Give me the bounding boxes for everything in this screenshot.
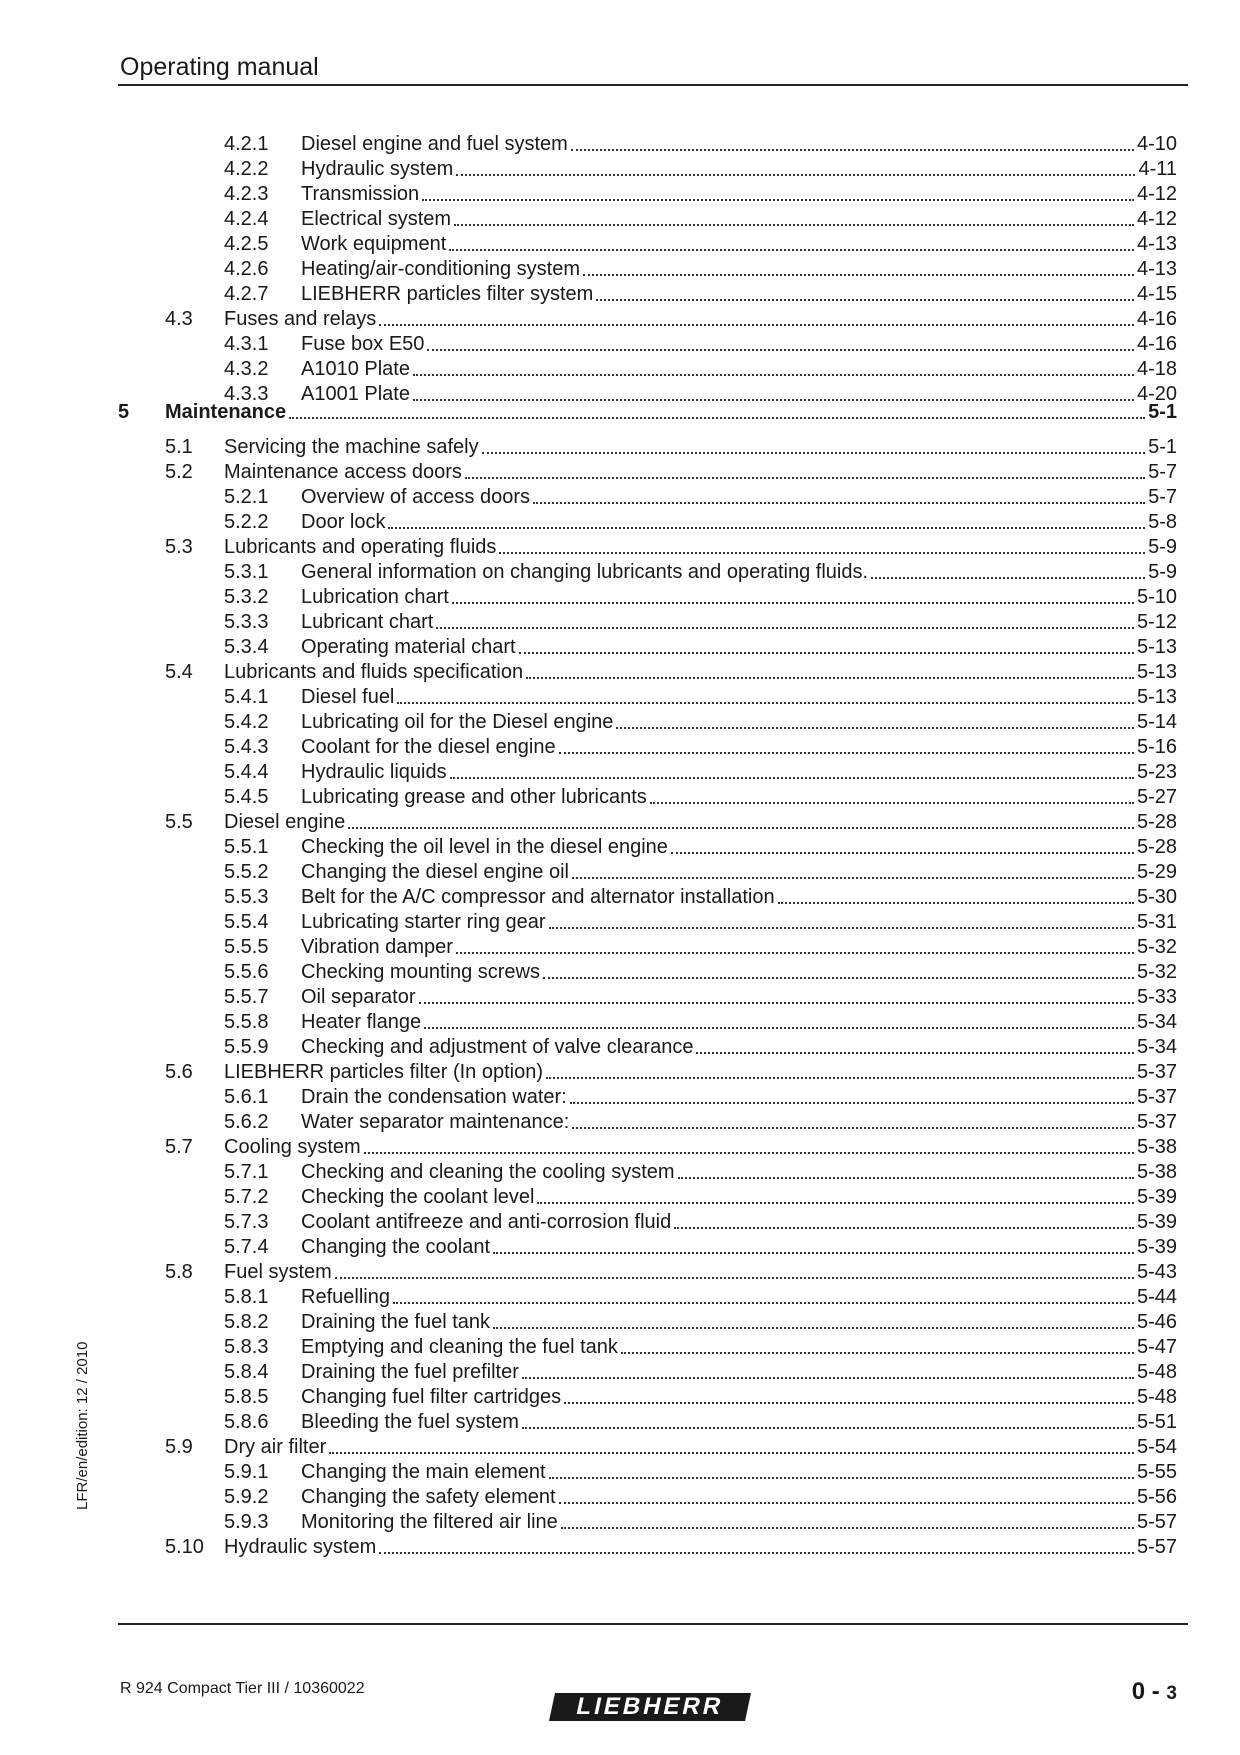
toc-entry-page: 5-37: [1136, 1086, 1177, 1108]
toc-entry-page: 5-9: [1148, 536, 1177, 558]
toc-entry-number: 5.8: [165, 1261, 193, 1283]
toc-entry-title: Hydraulic system: [301, 158, 454, 180]
page-header-title: Operating manual: [120, 53, 319, 81]
toc-dot-leader: [427, 347, 1134, 351]
toc-dot-leader: [561, 1525, 1134, 1529]
toc-dot-leader: [393, 1300, 1134, 1304]
toc-entry-number: 5.4.3: [224, 736, 269, 758]
toc-entry-page: 5-1: [1148, 401, 1177, 423]
toc-entry-page: 5-38: [1136, 1161, 1177, 1183]
toc-entry-number: 5.9.2: [224, 1486, 269, 1508]
toc-entry: [224, 585, 1177, 610]
toc-entry: [224, 685, 1177, 710]
toc-dot-leader: [572, 875, 1134, 879]
toc-entry-number: 5.4.1: [224, 686, 269, 708]
toc-entry-page: 5-54: [1136, 1436, 1177, 1458]
toc-entry-title: Bleeding the fuel system: [301, 1411, 519, 1433]
toc-entry-number: 5.5.7: [224, 986, 269, 1008]
toc-entry-page: 5-23: [1136, 761, 1177, 783]
toc-entry-title: Operating material chart: [301, 636, 516, 658]
toc-entry-number: 5.6.1: [224, 1086, 269, 1108]
toc-entry: [224, 282, 1177, 307]
toc-entry-page: 5-32: [1136, 936, 1177, 958]
toc-entry: [224, 935, 1177, 960]
toc-entry-title: Diesel engine and fuel system: [301, 133, 568, 155]
toc-entry-number: 4.3.3: [224, 383, 269, 405]
toc-entry-page: 5-13: [1136, 636, 1177, 658]
toc-dot-leader: [419, 1000, 1134, 1004]
toc-entry-page: 5-1: [1148, 436, 1177, 458]
toc-entry-title: Door lock: [301, 511, 386, 533]
toc-entry-page: 5-34: [1136, 1036, 1177, 1058]
toc-entry-number: 5.7.2: [224, 1186, 269, 1208]
toc-entry-page: 5-29: [1136, 861, 1177, 883]
toc-entry: [224, 910, 1177, 935]
toc-entry-title: Monitoring the filtered air line: [301, 1511, 558, 1533]
toc-entry-title: Heater flange: [301, 1011, 422, 1033]
toc-entry: [224, 1210, 1177, 1235]
toc-entry-page: 5-7: [1148, 461, 1177, 483]
toc-entry-number: 5.3.3: [224, 611, 269, 633]
toc-entry-title: Changing the main element: [301, 1461, 546, 1483]
toc-entry-page: 4-16: [1136, 308, 1177, 330]
page-number-main: 0 -: [1131, 1678, 1167, 1705]
toc-entry: [224, 1285, 1177, 1310]
toc-entry-number: 5.9.1: [224, 1461, 269, 1483]
toc-entry: [165, 435, 1177, 460]
page-number: [1132, 1678, 1177, 1706]
toc-entry-title: Diesel engine: [224, 811, 346, 833]
toc-entry-title: Hydraulic liquids: [301, 761, 447, 783]
toc-dot-leader: [424, 1025, 1134, 1029]
toc-entry-title: Belt for the A/C compressor and alternator installation: [301, 886, 775, 908]
toc-entry-page: 5-38: [1136, 1136, 1177, 1158]
toc-entry-title: General information on changing lubricants and operating fluids.: [301, 561, 869, 583]
toc-entry-page: 5-28: [1136, 811, 1177, 833]
toc-entry-title: Coolant antifreeze and anti-corrosion fluid: [301, 1211, 672, 1233]
toc-entry-title: Fuses and relays: [224, 308, 377, 330]
toc-entry-page: 5-47: [1136, 1336, 1177, 1358]
page-number-sub: 3: [1166, 1683, 1177, 1704]
toc-entry-number: 5.5.8: [224, 1011, 269, 1033]
toc-entry-title: Transmission: [301, 183, 420, 205]
toc-dot-leader: [482, 450, 1146, 454]
toc-entry-title: Maintenance: [165, 401, 287, 423]
toc-entry: [224, 485, 1177, 510]
toc-dot-leader: [499, 550, 1145, 554]
toc-entry: [224, 560, 1177, 585]
toc-dot-leader: [522, 1425, 1134, 1429]
toc-dot-leader: [335, 1275, 1134, 1279]
toc-entry-page: 5-56: [1136, 1486, 1177, 1508]
toc-entry-number: 4.3: [165, 308, 193, 330]
toc-entry: [165, 1135, 1177, 1160]
toc-entry: [224, 1460, 1177, 1485]
toc-entry-title: Heating/air-conditioning system: [301, 258, 581, 280]
toc-dot-leader: [493, 1325, 1134, 1329]
toc-dot-leader: [493, 1250, 1134, 1254]
toc-dot-leader: [537, 1200, 1133, 1204]
toc-entry-title: Lubricating starter ring gear: [301, 911, 546, 933]
toc-entry-page: 5-12: [1136, 611, 1177, 633]
toc-entry-page: 5-9: [1148, 561, 1177, 583]
toc-entry-number: 5.8.3: [224, 1336, 269, 1358]
toc-entry-title: Dry air filter: [224, 1436, 327, 1458]
toc-entry: [224, 1360, 1177, 1385]
liebherr-logo: LIEBHERR: [549, 1693, 751, 1721]
toc-entry-page: 4-12: [1136, 208, 1177, 230]
toc-entry: [224, 1310, 1177, 1335]
toc-entry-page: 4-20: [1136, 383, 1177, 405]
toc-dot-leader: [549, 925, 1134, 929]
toc-entry-page: 5-7: [1148, 486, 1177, 508]
toc-entry: [224, 132, 1177, 157]
toc-entry: [224, 735, 1177, 760]
toc-dot-leader: [696, 1050, 1134, 1054]
toc-entry: [224, 1510, 1177, 1535]
toc-entry-page: 5-43: [1136, 1261, 1177, 1283]
toc-entry: [118, 400, 1177, 425]
toc-entry-title: Electrical system: [301, 208, 452, 230]
toc-entry: [165, 810, 1177, 835]
toc-dot-leader: [526, 675, 1134, 679]
toc-entry-title: Lubricating oil for the Diesel engine: [301, 711, 614, 733]
toc-dot-leader: [379, 1550, 1134, 1554]
toc-entry-number: 5.2.1: [224, 486, 269, 508]
toc-dot-leader: [583, 272, 1134, 276]
toc-entry-page: 5-28: [1136, 836, 1177, 858]
toc-dot-leader: [465, 475, 1145, 479]
toc-entry-number: 5.9.3: [224, 1511, 269, 1533]
toc-entry-number: 4.2.2: [224, 158, 269, 180]
toc-entry-page: 5-55: [1136, 1461, 1177, 1483]
toc-entry-title: Servicing the machine safely: [224, 436, 479, 458]
toc-entry: [165, 1535, 1177, 1560]
toc-entry: [224, 1335, 1177, 1360]
toc-dot-leader: [871, 575, 1145, 579]
toc-entry-number: 4.3.2: [224, 358, 269, 380]
toc-entry-title: Lubricants and fluids specification: [224, 661, 524, 683]
toc-dot-leader: [348, 825, 1134, 829]
toc-dot-leader: [456, 950, 1134, 954]
toc-dot-leader: [364, 1150, 1134, 1154]
toc-dot-leader: [519, 650, 1134, 654]
toc-dot-leader: [329, 1450, 1134, 1454]
toc-entry-page: 4-13: [1136, 233, 1177, 255]
toc-entry: [224, 610, 1177, 635]
toc-entry-number: 5.10: [165, 1536, 204, 1558]
toc-dot-leader: [456, 172, 1135, 176]
toc-entry-title: A1001 Plate: [301, 383, 410, 405]
toc-entry: [224, 885, 1177, 910]
toc-entry-title: Checking and cleaning the cooling system: [301, 1161, 675, 1183]
toc-entry-page: 5-57: [1136, 1536, 1177, 1558]
toc-entry: [224, 860, 1177, 885]
toc-entry-number: 5.4.4: [224, 761, 269, 783]
toc-entry: [224, 785, 1177, 810]
toc-entry: [165, 307, 1177, 332]
toc-dot-leader: [449, 247, 1134, 251]
toc-entry-title: Oil separator: [301, 986, 416, 1008]
footer-divider: [118, 1623, 1188, 1625]
toc-entry-number: 5.5.1: [224, 836, 269, 858]
toc-entry-page: 4-11: [1138, 158, 1177, 180]
toc-entry-page: 5-13: [1136, 686, 1177, 708]
toc-entry-title: Emptying and cleaning the fuel tank: [301, 1336, 618, 1358]
toc-entry-page: 5-48: [1136, 1361, 1177, 1383]
toc-dot-leader: [564, 1400, 1134, 1404]
toc-dot-leader: [616, 725, 1134, 729]
toc-entry-title: Maintenance access doors: [224, 461, 462, 483]
toc-entry: [224, 257, 1177, 282]
toc-entry-title: Vibration damper: [301, 936, 453, 958]
toc-entry-number: 5.4: [165, 661, 193, 683]
toc-dot-leader: [549, 1475, 1134, 1479]
toc-entry-page: 4-18: [1136, 358, 1177, 380]
toc-entry-number: 4.2.4: [224, 208, 269, 230]
toc-entry-number: 5.6.2: [224, 1111, 269, 1133]
toc-entry-title: LIEBHERR particles filter system: [301, 283, 594, 305]
toc-entry-number: 5.7.4: [224, 1236, 269, 1258]
toc-entry-number: 5.8.6: [224, 1411, 269, 1433]
toc-entry-number: 5.5.2: [224, 861, 269, 883]
toc-entry-number: 5.1: [165, 436, 193, 458]
toc-dot-leader: [570, 1100, 1134, 1104]
toc-dot-leader: [533, 500, 1145, 504]
toc-entry: [165, 1060, 1177, 1085]
toc-entry-title: Changing the safety element: [301, 1486, 556, 1508]
toc-entry-page: 4-15: [1136, 283, 1177, 305]
toc-entry-title: Draining the fuel tank: [301, 1311, 491, 1333]
toc-entry-title: Overview of access doors: [301, 486, 530, 508]
toc-entry-title: Cooling system: [224, 1136, 361, 1158]
toc-entry: [224, 985, 1177, 1010]
toc-dot-leader: [596, 297, 1134, 301]
toc-entry-number: 4.2.5: [224, 233, 269, 255]
toc-entry: [224, 1110, 1177, 1135]
toc-dot-leader: [289, 415, 1145, 419]
toc-entry-number: 5.7.3: [224, 1211, 269, 1233]
toc-entry-number: 5.5: [165, 811, 193, 833]
toc-entry-title: LIEBHERR particles filter (In option): [224, 1061, 544, 1083]
toc-entry-page: 5-57: [1136, 1511, 1177, 1533]
toc-entry-number: 5.7.1: [224, 1161, 269, 1183]
edition-side-label: LFR/en/edition: 12 / 2010: [74, 1341, 91, 1510]
toc-entry-number: 5: [118, 401, 130, 423]
toc-entry-number: 5.5.3: [224, 886, 269, 908]
toc-entry-number: 4.2.1: [224, 133, 269, 155]
toc-dot-leader: [778, 900, 1134, 904]
toc-entry-title: Checking mounting screws: [301, 961, 540, 983]
toc-entry-number: 4.3.1: [224, 333, 269, 355]
toc-entry: [224, 1160, 1177, 1185]
toc-entry-page: 5-32: [1136, 961, 1177, 983]
toc-entry-title: Hydraulic system: [224, 1536, 377, 1558]
toc-entry-title: Changing the diesel engine oil: [301, 861, 569, 883]
toc-entry-number: 5.3.1: [224, 561, 269, 583]
header-divider: [118, 84, 1188, 86]
toc-entry-page: 5-33: [1136, 986, 1177, 1008]
toc-entry-page: 5-39: [1136, 1211, 1177, 1233]
toc-entry-title: Fuel system: [224, 1261, 332, 1283]
toc-entry-page: 5-51: [1136, 1411, 1177, 1433]
toc-entry-title: Lubricating grease and other lubricants: [301, 786, 647, 808]
toc-dot-leader: [388, 525, 1145, 529]
toc-entry: [224, 157, 1177, 182]
toc-dot-leader: [546, 1075, 1134, 1079]
toc-entry-number: 5.5.6: [224, 961, 269, 983]
toc-entry-number: 5.9: [165, 1436, 193, 1458]
toc-entry: [224, 1410, 1177, 1435]
toc-dot-leader: [559, 750, 1134, 754]
toc-entry-title: Diesel fuel: [301, 686, 395, 708]
toc-entry-title: Checking and adjustment of valve clearance: [301, 1036, 694, 1058]
toc-dot-leader: [678, 1175, 1134, 1179]
toc-entry-title: Checking the oil level in the diesel engine: [301, 836, 668, 858]
toc-entry-number: 5.3: [165, 536, 193, 558]
toc-entry: [224, 207, 1177, 232]
toc-entry: [224, 960, 1177, 985]
toc-entry: [224, 710, 1177, 735]
toc-dot-leader: [543, 975, 1134, 979]
toc-entry-number: 5.8.2: [224, 1311, 269, 1333]
toc-entry-page: 5-30: [1136, 886, 1177, 908]
toc-entry-page: 5-39: [1136, 1186, 1177, 1208]
toc-entry-number: 5.2.2: [224, 511, 269, 533]
toc-dot-leader: [671, 850, 1134, 854]
toc-dot-leader: [650, 800, 1134, 804]
toc-entry-number: 5.8.5: [224, 1386, 269, 1408]
toc-entry-page: 5-48: [1136, 1386, 1177, 1408]
toc-entry-page: 5-34: [1136, 1011, 1177, 1033]
toc-entry: [224, 357, 1177, 382]
toc-entry: [224, 635, 1177, 660]
toc-entry-page: 4-13: [1136, 258, 1177, 280]
toc-entry: [224, 760, 1177, 785]
toc-entry-page: 5-46: [1136, 1311, 1177, 1333]
toc-dot-leader: [413, 372, 1134, 376]
toc-entry-title: Drain the condensation water:: [301, 1086, 567, 1108]
toc-entry-number: 5.5.9: [224, 1036, 269, 1058]
toc-entry: [224, 1085, 1177, 1110]
toc-entry-page: 4-16: [1136, 333, 1177, 355]
toc-entry-page: 5-37: [1136, 1111, 1177, 1133]
toc-entry: [224, 182, 1177, 207]
toc-entry: [224, 1010, 1177, 1035]
toc-dot-leader: [397, 700, 1134, 704]
toc-entry-title: Lubricants and operating fluids: [224, 536, 497, 558]
toc-entry-number: 5.6: [165, 1061, 193, 1083]
toc-entry-page: 5-39: [1136, 1236, 1177, 1258]
toc-entry: [165, 660, 1177, 685]
toc-entry-number: 5.5.4: [224, 911, 269, 933]
toc-dot-leader: [422, 197, 1134, 201]
toc-dot-leader: [379, 322, 1134, 326]
toc-entry-page: 5-27: [1136, 786, 1177, 808]
toc-entry-title: Work equipment: [301, 233, 447, 255]
toc-entry: [165, 535, 1177, 560]
toc-entry-page: 5-13: [1136, 661, 1177, 683]
toc-entry: [224, 835, 1177, 860]
toc-dot-leader: [450, 775, 1134, 779]
toc-entry-number: 5.8.1: [224, 1286, 269, 1308]
toc-dot-leader: [559, 1500, 1134, 1504]
toc-entry: [165, 460, 1177, 485]
toc-entry-number: 5.4.2: [224, 711, 269, 733]
toc-dot-leader: [522, 1375, 1134, 1379]
toc-entry: [165, 1260, 1177, 1285]
toc-entry-number: 5.7: [165, 1136, 193, 1158]
toc-entry-number: 5.2: [165, 461, 193, 483]
toc-entry-page: 5-10: [1136, 586, 1177, 608]
toc-entry-page: 5-44: [1136, 1286, 1177, 1308]
toc-entry: [224, 510, 1177, 535]
toc-entry: [224, 1385, 1177, 1410]
toc-entry-page: 4-10: [1136, 133, 1177, 155]
toc-entry-page: 5-14: [1136, 711, 1177, 733]
toc-entry-page: 5-16: [1136, 736, 1177, 758]
toc-entry-title: Water separator maintenance:: [301, 1111, 570, 1133]
toc-entry: [224, 232, 1177, 257]
toc-entry-number: 4.2.7: [224, 283, 269, 305]
toc-entry-title: Draining the fuel prefilter: [301, 1361, 519, 1383]
toc-entry: [224, 1185, 1177, 1210]
toc-entry: [224, 1035, 1177, 1060]
toc-entry-title: Checking the coolant level: [301, 1186, 535, 1208]
toc-entry-page: 5-37: [1136, 1061, 1177, 1083]
toc-entry-title: A1010 Plate: [301, 358, 410, 380]
toc-dot-leader: [454, 222, 1134, 226]
toc-entry-number: 4.2.3: [224, 183, 269, 205]
toc-entry-number: 5.5.5: [224, 936, 269, 958]
toc-dot-leader: [436, 625, 1134, 629]
toc-entry-page: 5-31: [1136, 911, 1177, 933]
toc-dot-leader: [572, 1125, 1134, 1129]
toc-entry-title: Changing fuel filter cartridges: [301, 1386, 562, 1408]
toc-entry-title: Coolant for the diesel engine: [301, 736, 556, 758]
toc-entry: [224, 1235, 1177, 1260]
toc-entry-title: Fuse box E50: [301, 333, 425, 355]
toc-dot-leader: [621, 1350, 1134, 1354]
toc-dot-leader: [452, 600, 1134, 604]
toc-entry-number: 5.3.4: [224, 636, 269, 658]
toc-entry-number: 5.8.4: [224, 1361, 269, 1383]
toc-entry-title: Lubrication chart: [301, 586, 449, 608]
toc-dot-leader: [674, 1225, 1134, 1229]
toc-entry-title: Changing the coolant: [301, 1236, 491, 1258]
toc-entry-title: Refuelling: [301, 1286, 390, 1308]
document-id: R 924 Compact Tier III / 10360022: [120, 1680, 365, 1697]
toc-entry: [165, 1435, 1177, 1460]
toc-dot-leader: [571, 147, 1134, 151]
toc-entry-number: 5.4.5: [224, 786, 269, 808]
toc-entry: [224, 332, 1177, 357]
toc-entry: [224, 1485, 1177, 1510]
toc-entry-page: 4-12: [1136, 183, 1177, 205]
toc-entry-number: 5.3.2: [224, 586, 269, 608]
toc-entry-title: Lubricant chart: [301, 611, 434, 633]
toc-entry-number: 4.2.6: [224, 258, 269, 280]
toc-entry-page: 5-8: [1148, 511, 1177, 533]
